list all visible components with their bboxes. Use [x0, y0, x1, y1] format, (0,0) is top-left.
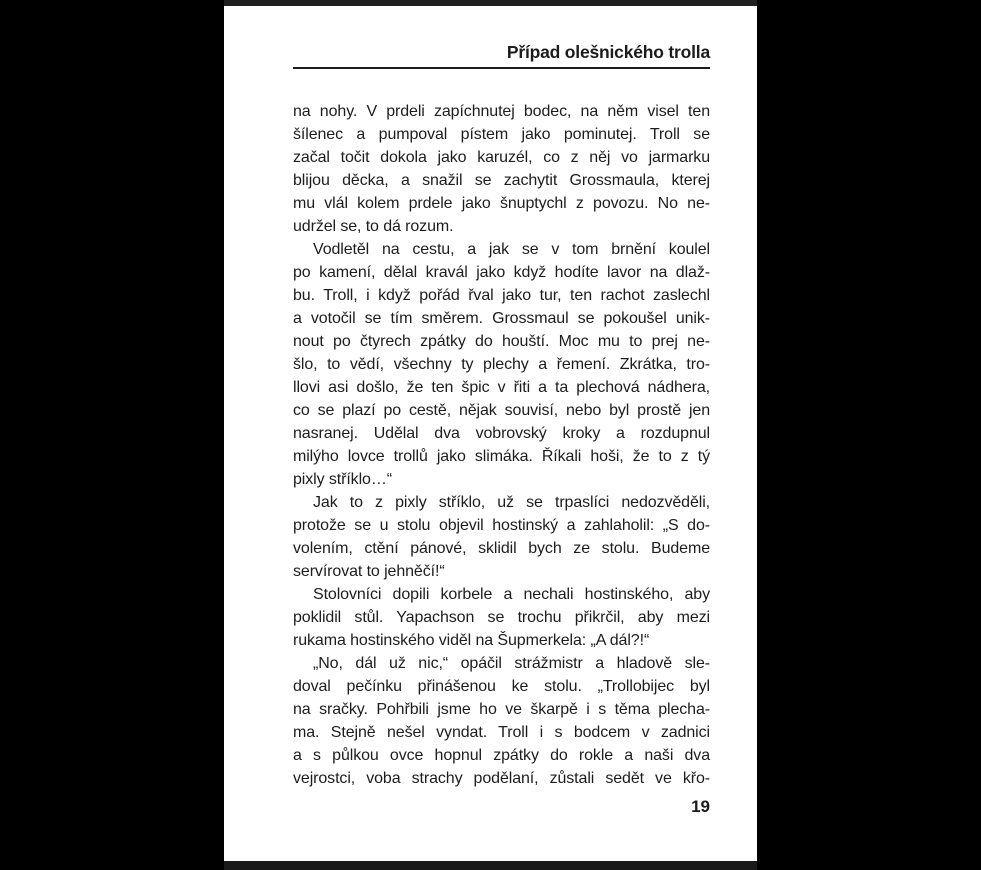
text-line: doval pečínku přinášenou ke stolu. „Trollobijec byl: [293, 678, 710, 695]
text-line: Vodletěl na cestu, a jak se v tom brnění koulel: [313, 241, 710, 258]
text-line: servírovat to jehněčí!“: [293, 563, 445, 580]
header-rule: [293, 67, 710, 69]
text-line: „No, dál už nic,“ opáčil strážmistr a hladově sle-: [313, 655, 710, 672]
text-line: a s půlkou ovce hopnul zpátky do rokle a naši dva: [293, 747, 710, 764]
text-line: protože se u stolu objevil hostinský a zahlaholil: „S do-: [293, 517, 710, 534]
text-line: a votočil se tím směrem. Grossmaul se pokoušel unik-: [293, 310, 710, 327]
text-line: udržel se, to dá rozum.: [293, 218, 454, 235]
text-line: na nohy. V prdeli zapíchnutej bodec, na něm visel ten: [293, 103, 710, 120]
text-line: po kamení, dělal kravál jako když hodíte lavor na dlaž-: [293, 264, 710, 281]
text-line: šlo, to vědí, všechny ty plechy a řemení. Zkrátka, tro-: [293, 356, 710, 373]
text-line: bu. Troll, i když pořád řval jako tur, ten rachot zaslechl: [293, 287, 710, 304]
text-line: nout po čtyrech zpátky do houští. Moc mu to prej ne-: [293, 333, 710, 350]
text-line: mu vlál kolem prdele jako šnuptychl z povozu. No ne-: [293, 195, 710, 212]
text-line: blijou děcka, a snažil se zachytit Grossmaula, kterej: [293, 172, 710, 189]
text-line: llovi asi došlo, že ten špic v řiti a ta plechová nádhera,: [293, 379, 710, 396]
text-line: na sračky. Pohřbili jsme ho ve škarpě i s těma plecha-: [293, 701, 710, 718]
text-line: ma. Stejně nešel vyndat. Troll i s bodcem v zadnici: [293, 724, 710, 741]
page-top-edge: [224, 0, 757, 6]
text-line: vejrostci, voba strachy podělaní, zůstali sedět ve křo-: [293, 770, 710, 787]
text-line: milýho lovce trollů jako slimáka. Říkali hoši, že to z tý: [293, 448, 710, 465]
running-header-title: Případ olešnického trolla: [506, 42, 710, 62]
text-line: co se plazí po cestě, nějak souvisí, nebo byl prostě jen: [293, 402, 710, 419]
text-line: nasranej. Udělal dva vobrovský kroky a rozdupnul: [293, 425, 710, 442]
text-line: Jak to z pixly stříklo, už se trpaslíci nedozvěděli,: [313, 494, 710, 511]
book-page: [224, 0, 757, 870]
text-line: Stolovníci dopili korbele a nechali hostinského, aby: [313, 586, 710, 603]
body-text: [293, 100, 710, 790]
text-line: šílenec a pumpoval pístem jako pominutej. Troll se: [293, 126, 710, 143]
page-bottom-edge: [224, 861, 757, 870]
text-line: začal točit dokola jako karuzél, co z něj vo jarmarku: [293, 149, 710, 166]
text-line: rukama hostinského viděl na Šupmerkela: „A dál?!“: [293, 632, 650, 649]
text-line: volením, ctění pánové, sklidil bych ze stolu. Budeme: [293, 540, 710, 557]
page-number: 19: [691, 797, 710, 816]
text-line: pixly stříklo…“: [293, 471, 392, 488]
text-line: poklidil stůl. Yapachson se trochu přikrčil, aby mezi: [293, 609, 710, 626]
